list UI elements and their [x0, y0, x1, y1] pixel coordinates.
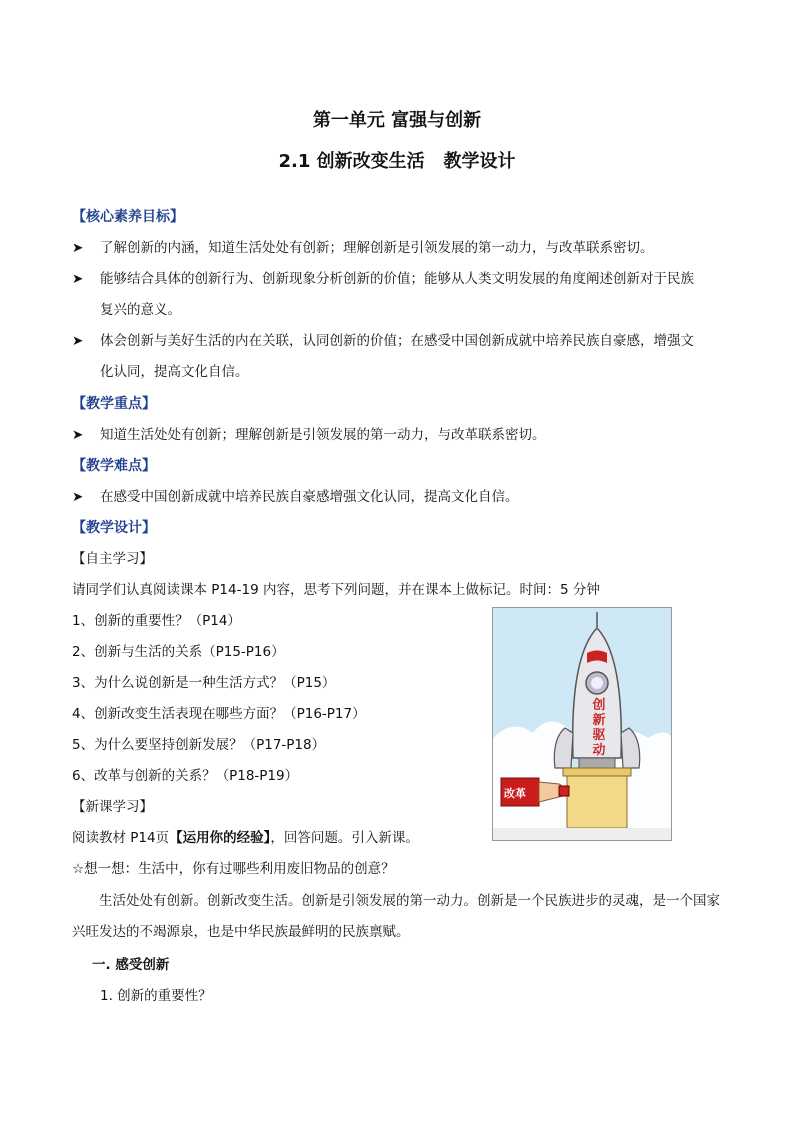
design-heading: 【教学设计】 — [72, 520, 156, 536]
core-goal-item: 体会创新与美好生活的内在关联，认同创新的价值；在感受中国创新成就中培养民族自豪感，增强文 化认同，提高文化自信。 — [100, 333, 694, 380]
innovation-rocket-illustration — [492, 607, 672, 841]
new-lesson-heading: 【新课学习】 — [72, 799, 153, 815]
bullet-icon: ➤ — [72, 271, 84, 287]
reading-instruction: 阅读教材 P14页【运用你的经验】，回答问题。引入新课。 — [72, 830, 419, 846]
question-item: 1、创新的重要性？（P14） — [72, 613, 241, 629]
rocket-cartoon — [493, 608, 671, 840]
difficulty-item: 在感受中国创新成就中培养民族自豪感增强文化认同，提高文化自信。 — [100, 489, 519, 505]
self-study-intro: 请同学们认真阅读课本 P14-19 内容，思考下列问题，并在课本上做标记。时间：5 分钟 — [72, 582, 600, 598]
bullet-icon: ➤ — [72, 333, 84, 349]
core-goal-item: 了解创新的内涵，知道生活处处有创新；理解创新是引领发展的第一动力，与改革联系密切。 — [100, 240, 654, 256]
question-item: 6、改革与创新的关系？（P18-P19） — [72, 768, 299, 784]
body-paragraph: 生活处处有创新。创新改变生活。创新是引领发展的第一动力。创新是一个民族进步的灵魂，是一个国家兴旺发达的不竭源泉，也是中华民族最鲜明的民族禀赋。 — [72, 893, 720, 940]
difficulty-heading: 【教学难点】 — [72, 458, 156, 474]
core-goals-heading: 【核心素养目标】 — [72, 209, 184, 225]
think-prompt: ☆想一想：生活中，你有过哪些利用废旧物品的创意？ — [72, 861, 395, 877]
self-study-heading: 【自主学习】 — [72, 551, 153, 567]
lesson-title: 2.1 创新改变生活 教学设计 — [278, 151, 516, 172]
bullet-icon: ➤ — [72, 489, 84, 505]
core-goal-item: 能够结合具体的创新行为、创新现象分析创新的价值；能够从人类文明发展的角度阐述创新对于民族 复兴的意义。 — [100, 271, 694, 318]
key-point-heading: 【教学重点】 — [72, 396, 156, 412]
question-item: 4、创新改变生活表现在哪些方面？（P16-P17） — [72, 706, 366, 722]
section-heading: 一. 感受创新 — [92, 957, 170, 973]
bullet-icon: ➤ — [72, 427, 84, 443]
unit-title: 第一单元 富强与创新 — [312, 110, 482, 131]
question-item: 3、为什么说创新是一种生活方式？（P15） — [72, 675, 336, 691]
sub-question: 1. 创新的重要性？ — [100, 988, 212, 1004]
sleeve-label: 改革 — [504, 787, 526, 800]
bullet-icon: ➤ — [72, 240, 84, 256]
rocket-label: 创 新 驱 动 — [592, 698, 606, 758]
question-item: 5、为什么要坚持创新发展？（P17-P18） — [72, 737, 326, 753]
question-item: 2、创新与生活的关系（P15-P16） — [72, 644, 285, 660]
key-point-item: 知道生活处处有创新；理解创新是引领发展的第一动力，与改革联系密切。 — [100, 427, 546, 443]
